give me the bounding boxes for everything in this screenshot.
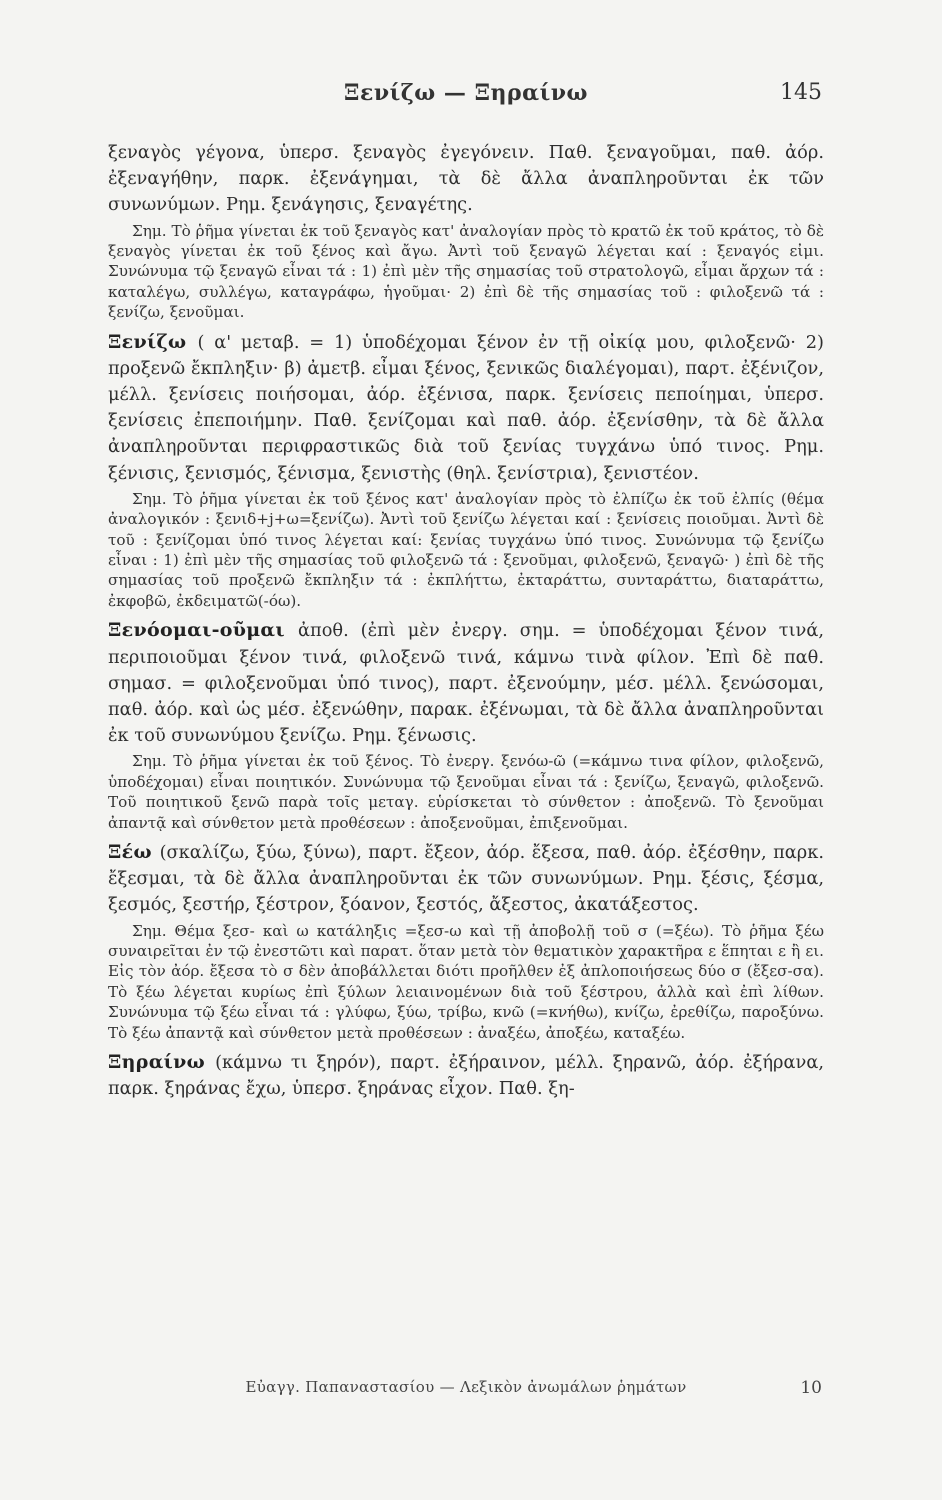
footer-credit: Εὐαγγ. Παπαναστασίου — Λεξικὸν ἀνωμάλων ῥημάτων xyxy=(245,1378,687,1396)
note-text: Σημ. Τὸ ῥῆμα γίνεται ἐκ τοῦ ξένος κατ' ἀναλογίαν πρὸς τὸ ἐλπίζω ἐκ τοῦ ἐλπίς (θέμα ἀναλογικόν : ξενιδ+j+ω=ξενίζω). Ἀντὶ τοῦ ξενίζω λέγεται καί : ξενίσεις ποιοῦμαι. Ἀντὶ δὲ τοῦ : ξενίζομαι ὑπό τινος λέγεται καί: ξενίας τυγχάνω ὑπό τινος. Συνώνυμα τῷ ξενίζω εἶναι : 1) ἐπὶ μὲν τῆς σημασίας τοῦ φιλοξενῶ τά : ξενοῦμαι, φιλοξενῶ, ξεναγῶ· ) ἐπὶ δὲ τῆς σημασίας τοῦ προξενῶ ἔκπληξιν τά : ἐκπλήττω, ἐκταράττω, συνταράττω, διαταράττω, ἐκφοβῶ, ἐκδειματῶ(-όω). xyxy=(108,489,824,610)
page-footer xyxy=(110,1378,822,1408)
entry-lemma: Ξηραίνω xyxy=(108,1050,216,1073)
running-head: Ξενίζω — Ξηραίνω xyxy=(344,80,588,106)
entry-lemma: Ξέω xyxy=(108,840,160,863)
entry-text: ἀποθ. (ἐπὶ μὲν ἐνεργ. σημ. = ὑποδέχομαι ξένον τινά, περιποιοῦμαι ξένον τινά, φιλοξενῶ τινά, κάμνω τινὰ φίλον. Ἐπὶ δὲ παθ. σημασ. = φιλοξενοῦμαι ὑπό τινος), παρτ. ἐξενούμην, μέσ. μέλλ. ξενώσομαι, παθ. ἀόρ. καὶ ὡς μέσ. ἐξενώθην, παρακ. ἐξένωμαι, τὰ δὲ ἄλλα ἀναπληροῦνται ἐκ τοῦ συνωνύμου ξενίζω. Ρημ. ξένωσις. xyxy=(108,620,824,747)
paragraph-text: ξεναγὸς γέγονα, ὑπερσ. ξεναγὸς ἐγεγόνειν. Παθ. ξεναγοῦμαι, παθ. ἀόρ. ἐξεναγήθην, παρκ. ἐξενάγημαι, τὰ δὲ ἄλλα ἀναπληροῦνται ἐκ τῶν συνωνύμων. Ρημ. ξενάγησις, ξεναγέτης. xyxy=(108,142,824,216)
continuation-paragraph xyxy=(108,140,824,219)
entry-lemma: Ξενόομαι-οῦμαι xyxy=(108,619,299,642)
page-header xyxy=(110,80,822,120)
entry-text: ( α' μεταβ. = 1) ὑποδέχομαι ξένον ἐν τῇ οἰκίᾳ μου, φιλοξενῶ· 2) προξενῶ ἔκπληξιν· β) ἀμετβ. εἶμαι ξένος, ξενικῶς διαλέγομαι), παρτ. ἐξένιζον, μέλλ. ξενίσεις ποιήσομαι, ἀόρ. ἐξένισα, παρκ. ξενίσεις πεποίημαι, ὑπερσ. ξενίσεις ἐπεποιήμην. Παθ. ξενίζομαι καὶ παθ. ἀόρ. ἐξενίσθην, τὰ δὲ ἄλλα ἀναπληροῦνται περιφραστικῶς διὰ τοῦ ξενίας τυγχάνω ὑπό τινος. Ρημ. ξένισις, ξενισμός, ξένισμα, ξενιστὴς (θηλ. ξενίστρια), ξενιστέον. xyxy=(108,331,824,484)
dictionary-entry xyxy=(108,839,824,919)
entry-lemma: Ξενίζω xyxy=(108,330,198,353)
page-number: 145 xyxy=(780,80,822,105)
note-text: Σημ. Τὸ ῥῆμα γίνεται ἐκ τοῦ ξεναγὸς κατ' ἀναλογίαν πρὸς τὸ κρατῶ ἐκ τοῦ κράτος, τὸ δὲ ξεναγὸς γίνεται ἐκ τοῦ ξένος καὶ ἄγω. Ἀντὶ τοῦ ξεναγῶ λέγεται καί : ξεναγός εἰμι. Συνώνυμα τῷ ξεναγῶ εἶναι τά : 1) ἐπὶ μὲν τῆς σημασίας τοῦ στρατολογῶ, εἶμαι ἄρχων τά : καταλέγω, συλλέγω, καταγράφω, ἡγοῦμαι· 2) ἐπὶ δὲ τῆς σημασίας τοῦ : φιλοξενῶ τά : ξενίζω, ξενοῦμαι. xyxy=(108,221,824,322)
note-text: Σημ. Τὸ ῥῆμα γίνεται ἐκ τοῦ ξένος. Τὸ ἐνεργ. ξενόω-ῶ (=κάμνω τινα φίλον, φιλοξενῶ, ὑποδέχομαι) εἶναι ποιητικόν. Συνώνυμα τῷ ξενοῦμαι εἶναι τά : ξενίζω, ξεναγῶ, φιλοξενῶ. Τοῦ ποιητικοῦ ξενῶ παρὰ τοῖς μεταγ. εὑρίσκεται τὸ σύνθετον : ἀποξενῶ. Τὸ ξενοῦμαι ἀπαντᾷ καὶ σύνθετον μετὰ προθέσεων : ἀποξενοῦμαι, ἐπιξενοῦμαι. xyxy=(108,752,824,832)
dictionary-entry xyxy=(108,329,824,487)
dictionary-entry xyxy=(108,1049,824,1102)
entry-text: (σκαλίζω, ξύω, ξύνω), παρτ. ἔξεον, ἀόρ. ἔξεσα, παθ. ἀόρ. ἐξέσθην, παρκ. ἔξεσμαι, τὰ δὲ ἄλλα ἀναπληροῦνται ἐκ τῶν συνωνύμων. Ρημ. ξέσις, ξέσμα, ξεσμός, ξεστήρ, ξέστρον, ξόανον, ξεστός, ἄξεστος, ἀκατάξεστος. xyxy=(108,841,824,916)
note-paragraph xyxy=(108,751,824,833)
note-paragraph xyxy=(108,489,824,611)
note-paragraph xyxy=(108,221,824,323)
note-paragraph xyxy=(108,921,824,1043)
body-text xyxy=(108,140,824,1340)
dictionary-entry xyxy=(108,617,824,749)
note-text: Σημ. Θέμα ξεσ- καὶ ω κατάληξις =ξεσ-ω καὶ τῇ ἀποβολῇ τοῦ σ (=ξέω). Τὸ ῥῆμα ξέω συναιρεῖται ἐν τῷ ἐνεστῶτι καὶ παρατ. ὅταν μετὰ τὸν θεματικὸν χαρακτῆρα ε ἕπηται ε ἢ ει. Εἰς τὸν ἀόρ. ἔξεσα τὸ σ δὲν ἀποβάλλεται διότι προῆλθεν ἐξ ἀπλοποιήσεως δύο σ (ἔξεσ-σα). Τὸ ξέω λέγεται κυρίως ἐπὶ ξύλων λειαινομένων διὰ τοῦ ξέστρου, ἀλλὰ καὶ ἐπὶ λίθων. Συνώνυμα τῷ ξέω εἶναι τά : γλύφω, ξύω, τρίβω, κνῶ (=κνήθω), κνίζω, ἐρεθίζω, παροξύνω. Τὸ ξέω ἀπαντᾷ καὶ σύνθετον μετὰ προθέσεων : ἀναξέω, ἀποξέω, καταξέω. xyxy=(108,921,824,1042)
entry-text: (κάμνω τι ξηρόν), παρτ. ἐξήραινον, μέλλ. ξηρανῶ, ἀόρ. ἐξήρανα, παρκ. ξηράνας ἔχω, ὑπερσ. ξηράνας εἶχον. Παθ. ξη- xyxy=(108,1051,824,1100)
signature-mark: 10 xyxy=(800,1378,822,1398)
